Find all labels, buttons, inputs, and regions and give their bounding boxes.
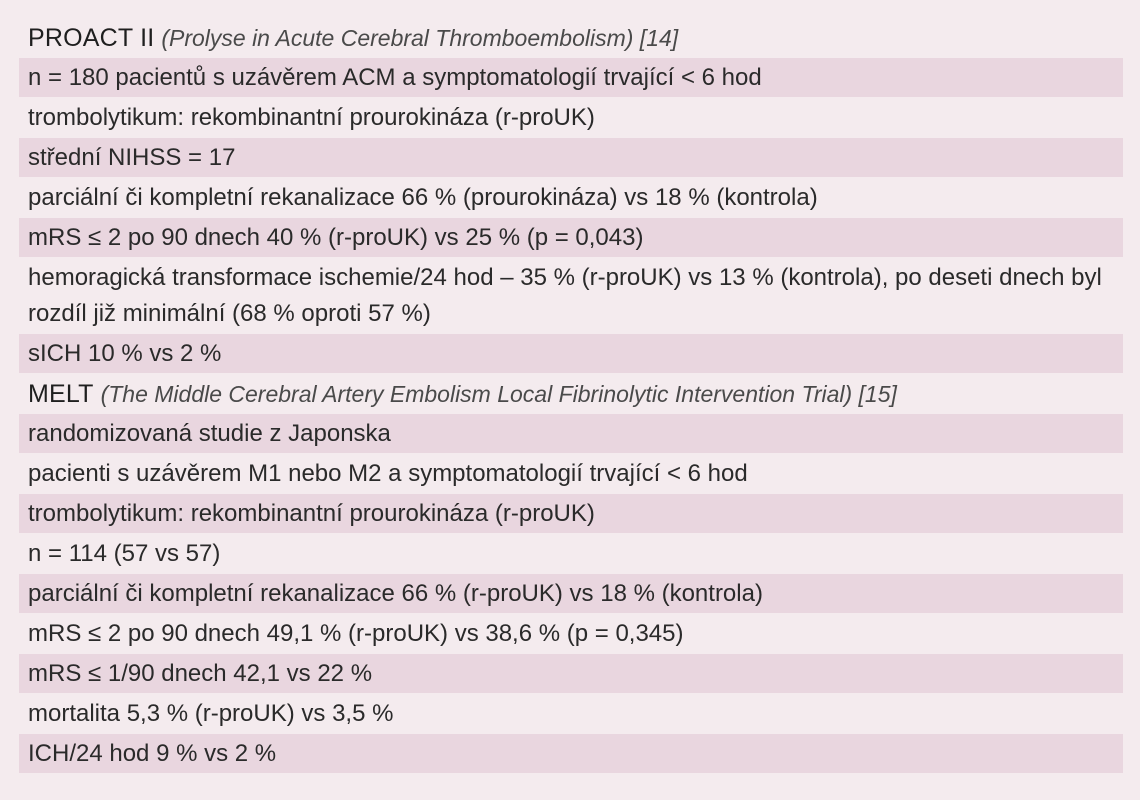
table-row: n = 180 pacientů s uzávěrem ACM a symptomatologií trvající < 6 hod (19, 57, 1123, 97)
section-header-proact (19, 17, 1123, 57)
table-row: mRS ≤ 1/90 dnech 42,1 vs 22 % (19, 653, 1123, 693)
section-title: MELT (28, 380, 94, 408)
table-row: střední NIHSS = 17 (19, 137, 1123, 177)
table-row: mRS ≤ 2 po 90 dnech 40 % (r-proUK) vs 25 % (p = 0,043) (19, 217, 1123, 257)
trial-summary-table (19, 17, 1123, 773)
table-row: ICH/24 hod 9 % vs 2 % (19, 733, 1123, 773)
table-row: mRS ≤ 2 po 90 dnech 49,1 % (r-proUK) vs 38,6 % (p = 0,345) (19, 613, 1123, 653)
table-row: randomizovaná studie z Japonska (19, 413, 1123, 453)
section-subtitle: (Prolyse in Acute Cerebral Thromboembolism) [14] (161, 25, 679, 51)
section-subtitle: (The Middle Cerebral Artery Embolism Local Fibrinolytic Intervention Trial) [15] (100, 381, 897, 407)
table-row: trombolytikum: rekombinantní prourokináza (r-proUK) (19, 97, 1123, 137)
table-row: mortalita 5,3 % (r-proUK) vs 3,5 % (19, 693, 1123, 733)
table-row: trombolytikum: rekombinantní prourokináza (r-proUK) (19, 493, 1123, 533)
table-row: n = 114 (57 vs 57) (19, 533, 1123, 573)
section-title: PROACT II (28, 24, 155, 52)
table-row: pacienti s uzávěrem M1 nebo M2 a symptomatologií trvající < 6 hod (19, 453, 1123, 493)
section-header-melt (19, 373, 1123, 413)
table-row: parciální či kompletní rekanalizace 66 % (prourokináza) vs 18 % (kontrola) (19, 177, 1123, 217)
table-row: parciální či kompletní rekanalizace 66 % (r-proUK) vs 18 % (kontrola) (19, 573, 1123, 613)
table-row: sICH 10 % vs 2 % (19, 333, 1123, 373)
table-row: hemoragická transformace ischemie/24 hod – 35 % (r-proUK) vs 13 % (kontrola), po deseti dnech byl rozdíl již minimální (68 % oproti 57 %) (19, 257, 1123, 333)
